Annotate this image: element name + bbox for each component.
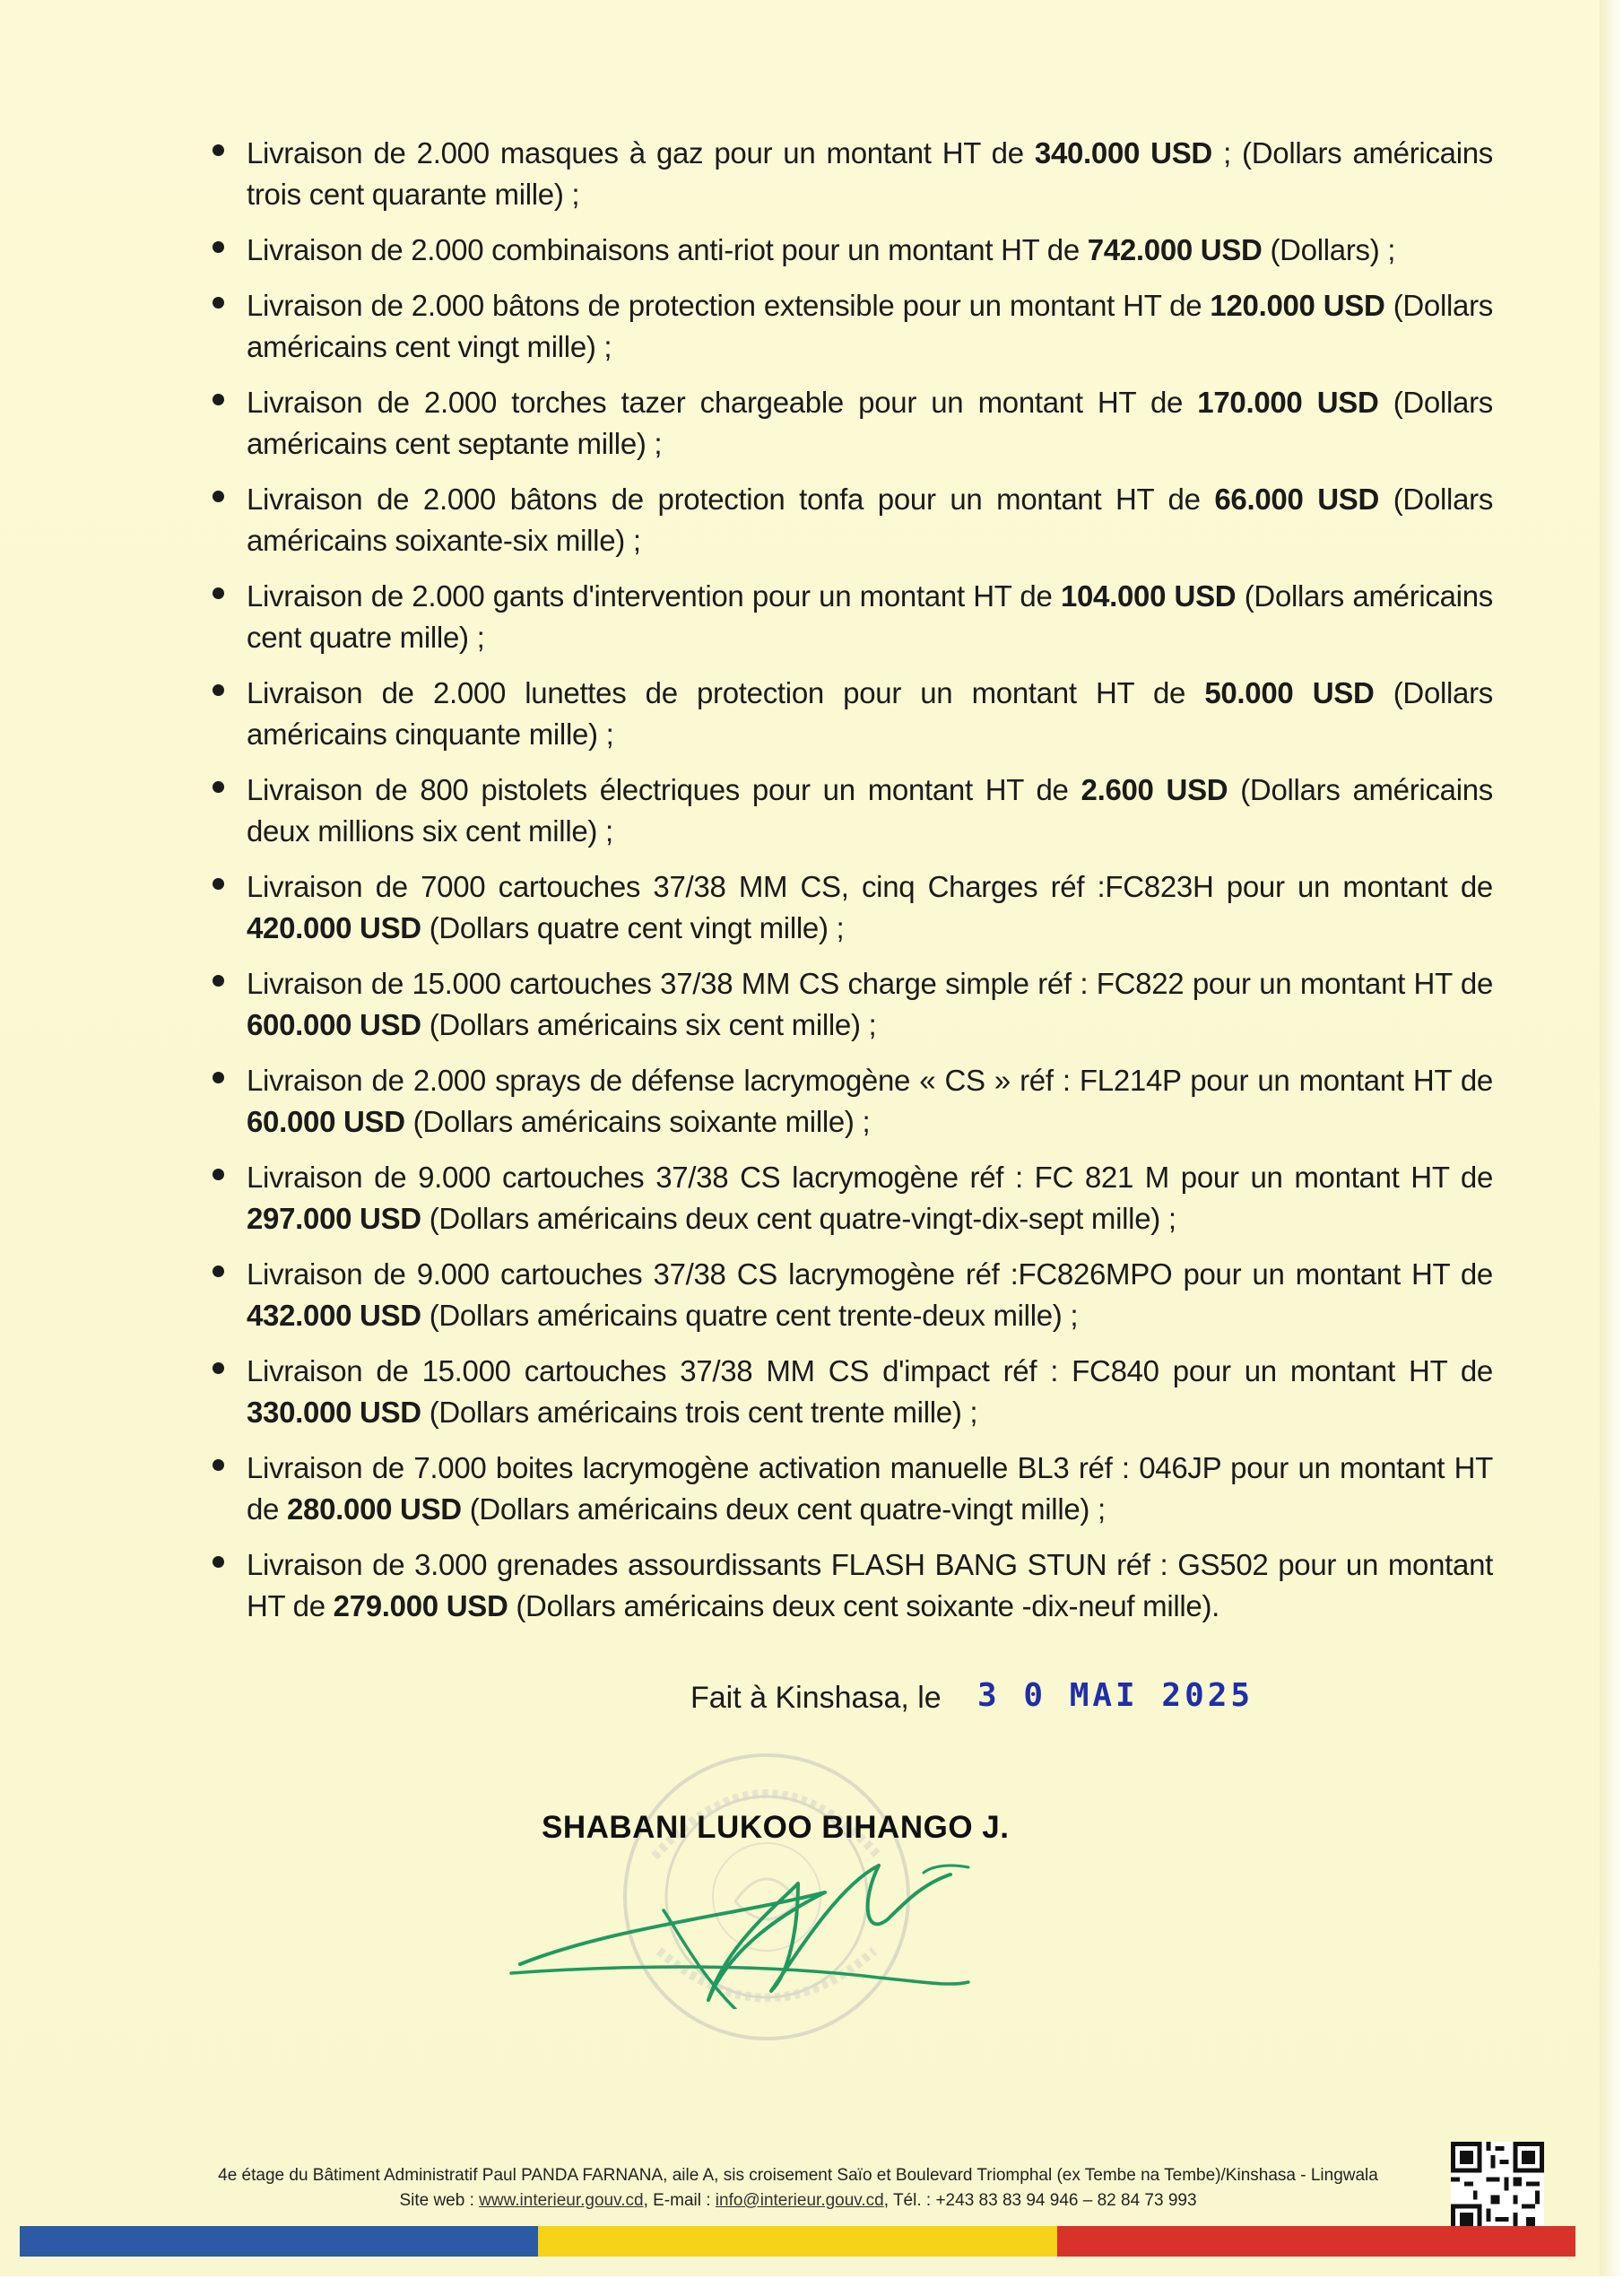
bullet-icon (213, 1072, 224, 1083)
bullet-icon (213, 1265, 224, 1277)
item-description: Livraison de 7.000 boites lacrymogène activation manuelle BL3 réf : 046JP pour un montant HT de (247, 1451, 1493, 1526)
date-stamp: 3 0 MAI 2025 (977, 1677, 1254, 1714)
delivery-list (175, 133, 1493, 1641)
item-amount-in-words: (Dollars américains trois cent trente mille) ; (421, 1396, 978, 1429)
flag-color-bar (20, 2226, 1575, 2257)
item-description: Livraison de 15.000 cartouches 37/38 MM CS d'impact réf : FC840 pour un montant HT de (247, 1354, 1493, 1387)
bullet-icon (213, 684, 224, 696)
footer-contact-line (135, 2188, 1462, 2213)
delivery-item (175, 770, 1493, 852)
item-description: Livraison de 2.000 bâtons de protection extensible pour un montant HT de (247, 289, 1211, 322)
bullet-icon (213, 1362, 224, 1374)
item-amount: 600.000 USD (247, 1008, 421, 1041)
website-link[interactable]: www.interieur.gouv.cd (479, 2191, 644, 2210)
flag-bar-red (1057, 2226, 1575, 2257)
item-amount: 742.000 USD (1087, 233, 1263, 266)
delivery-item (175, 1157, 1493, 1239)
page-edge-right (1600, 0, 1623, 2296)
bullet-icon (213, 491, 224, 502)
item-amount-in-words: (Dollars américains quatre cent trente-deux mille) ; (421, 1299, 1079, 1332)
qr-code (1451, 2142, 1544, 2235)
item-amount: 432.000 USD (247, 1299, 421, 1332)
item-description: Livraison de 2.000 torches tazer chargeable pour un montant HT de (247, 386, 1198, 419)
footer-email-label: , E-mail : (643, 2191, 716, 2210)
bullet-icon (213, 1459, 224, 1471)
item-amount: 330.000 USD (247, 1396, 421, 1429)
delivery-item (175, 1351, 1493, 1433)
bullet-icon (213, 297, 224, 309)
item-amount: 279.000 USD (333, 1589, 508, 1622)
item-amount-in-words: (Dollars américains cent vingt mille) ; (247, 289, 1493, 363)
footer-address: 4e étage du Bâtiment Administratif Paul PANDA FARNANA, aile A, sis croisement Saïo et Boulevard Triomphal (ex Tembe na Tembe)/Kinshasa - Lingwala (218, 2166, 1378, 2185)
item-amount-in-words: ; (Dollars américains trois cent quarante mille) ; (247, 136, 1493, 211)
place-date-label: Fait à Kinshasa, le (690, 1681, 942, 1715)
item-amount: 120.000 USD (1210, 289, 1385, 322)
item-amount-in-words: (Dollars américains soixante mille) ; (404, 1105, 871, 1138)
item-description: Livraison de 2.000 combinaisons anti-riot pour un montant HT de (247, 233, 1088, 266)
item-description: Livraison de 15.000 cartouches 37/38 MM CS charge simple réf : FC822 pour un montant HT de (247, 967, 1493, 1000)
delivery-item (175, 1060, 1493, 1143)
delivery-item (175, 382, 1493, 465)
bullet-icon (213, 394, 224, 405)
item-description: Livraison de 9.000 cartouches 37/38 CS lacrymogène réf : FC 821 M pour un montant HT de (247, 1161, 1493, 1194)
item-amount-in-words: (Dollars américains cinquante mille) ; (247, 676, 1493, 751)
item-amount: 297.000 USD (247, 1202, 421, 1235)
item-amount: 104.000 USD (1060, 579, 1237, 613)
item-amount: 2.600 USD (1081, 773, 1228, 806)
bullet-icon (213, 241, 224, 253)
delivery-item (175, 285, 1493, 368)
item-description: Livraison de 3.000 grenades assourdissants FLASH BANG STUN réf : GS502 pour un montant HT de (247, 1548, 1493, 1622)
item-description: Livraison de 2.000 bâtons de protection tonfa pour un montant HT de (247, 483, 1215, 516)
item-amount: 170.000 USD (1197, 386, 1379, 419)
delivery-item (175, 866, 1493, 949)
item-description: Livraison de 2.000 gants d'intervention pour un montant HT de (247, 579, 1061, 613)
flag-bar-yellow (538, 2226, 1056, 2257)
item-amount: 60.000 USD (247, 1105, 405, 1138)
item-amount-in-words: (Dollars américains six cent mille) ; (421, 1008, 877, 1041)
item-description: Livraison de 2.000 sprays de défense lacrymogène « CS » réf : FL214P pour un montant HT de (247, 1064, 1493, 1097)
item-amount: 340.000 USD (1034, 136, 1212, 170)
delivery-item (175, 1544, 1493, 1627)
item-description: Livraison de 2.000 masques à gaz pour un montant HT de (247, 136, 1035, 170)
page-edge-bottom (0, 2276, 1623, 2296)
bullet-icon (213, 587, 224, 599)
item-amount: 66.000 USD (1214, 483, 1380, 516)
email-link[interactable]: info@interieur.gouv.cd (715, 2191, 884, 2210)
delivery-item (175, 963, 1493, 1046)
item-amount: 50.000 USD (1204, 676, 1375, 709)
delivery-item (175, 230, 1493, 271)
bullet-icon (213, 975, 224, 987)
delivery-item (175, 1448, 1493, 1530)
signatory-name: SHABANI LUKOO BIHANGO J. (542, 1810, 1010, 1845)
item-amount-in-words: (Dollars américains deux millions six cent mille) ; (247, 773, 1493, 848)
footer-site-label: Site web : (399, 2191, 480, 2210)
bullet-icon (213, 878, 224, 890)
handwritten-signature (502, 1830, 1004, 2009)
delivery-item (175, 673, 1493, 755)
item-amount-in-words: (Dollars américains cent septante mille) ; (247, 386, 1493, 460)
delivery-item (175, 479, 1493, 561)
item-amount: 280.000 USD (286, 1492, 462, 1526)
item-amount-in-words: (Dollars américains deux cent quatre-vingt-dix-sept mille) ; (421, 1202, 1176, 1235)
item-amount-in-words: (Dollars quatre cent vingt mille) ; (421, 911, 845, 944)
footer-phone: , Tél. : +243 83 83 94 946 – 82 84 73 993 (883, 2191, 1197, 2210)
item-amount-in-words: (Dollars) ; (1262, 233, 1396, 266)
bullet-icon (213, 1169, 224, 1180)
delivery-item (175, 1254, 1493, 1336)
delivery-item (175, 576, 1493, 658)
bullet-icon (213, 144, 224, 156)
delivery-item (175, 133, 1493, 215)
item-description: Livraison de 2.000 lunettes de protection pour un montant HT de (247, 676, 1205, 709)
item-description: Livraison de 800 pistolets électriques pour un montant HT de (247, 773, 1081, 806)
item-description: Livraison de 7000 cartouches 37/38 MM CS, cinq Charges réf :FC823H pour un montant de (247, 870, 1493, 903)
bullet-icon (213, 1556, 224, 1568)
item-amount-in-words: (Dollars américains soixante-six mille) ; (247, 483, 1494, 557)
item-amount-in-words: (Dollars américains deux cent soixante -dix-neuf mille). (508, 1589, 1220, 1622)
item-amount: 420.000 USD (247, 911, 421, 944)
bullet-icon (213, 781, 224, 793)
item-description: Livraison de 9.000 cartouches 37/38 CS lacrymogène réf :FC826MPO pour un montant HT de (247, 1257, 1493, 1291)
flag-bar-blue (20, 2226, 538, 2257)
item-amount-in-words: (Dollars américains cent quatre mille) ; (247, 579, 1493, 654)
item-amount-in-words: (Dollars américains deux cent quatre-vingt mille) ; (461, 1492, 1106, 1526)
footer-address-block (135, 2163, 1462, 2213)
